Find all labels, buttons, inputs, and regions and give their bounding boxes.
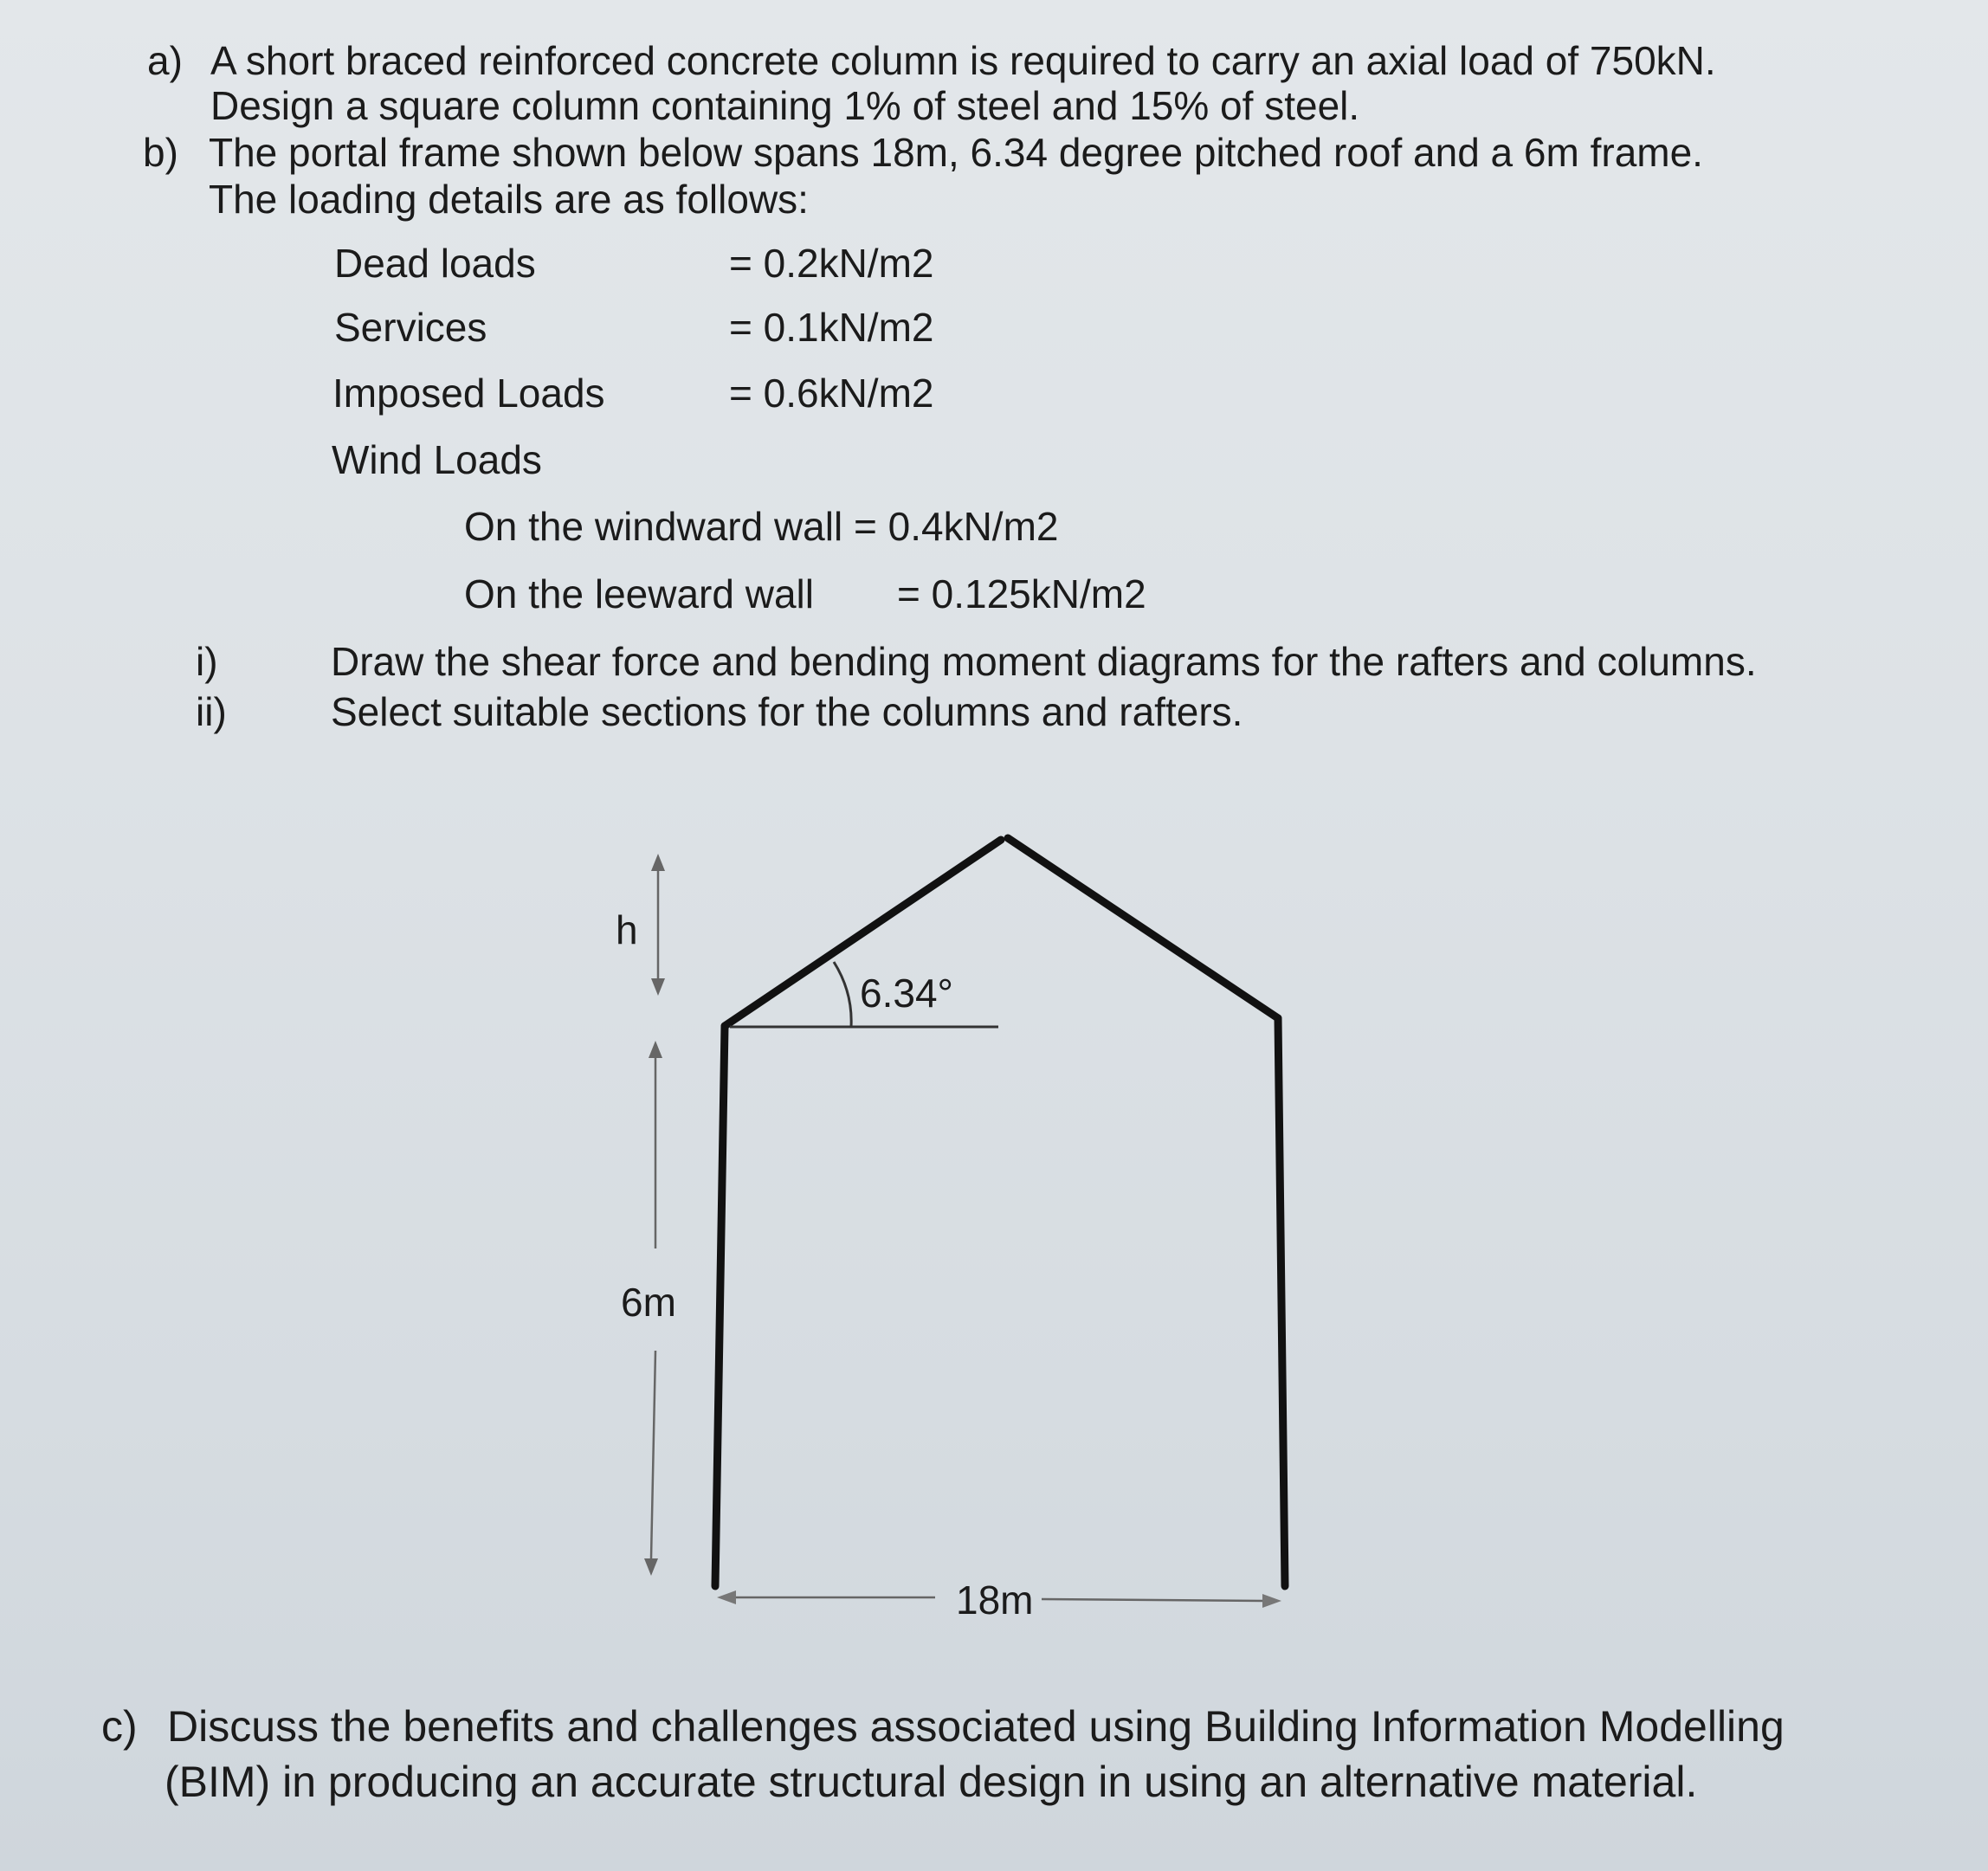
wind-leeward-value: = 0.125kN/m2 (897, 571, 1146, 616)
load-value-imposed: = 0.6kN/m2 (729, 371, 934, 416)
angle-label: 6.34° (860, 971, 953, 1016)
height-label: 6m (621, 1280, 676, 1325)
load-label-dead: Dead loads (334, 241, 536, 286)
part-c-line-1: Discuss the benefits and challenges associated using Building Information Modelling (167, 1702, 1785, 1751)
part-b-line-1: The portal frame shown below spans 18m, 6.34 degree pitched roof and a 6m frame. (209, 130, 1703, 175)
task-ii-marker: ii) (196, 689, 227, 734)
part-a-marker: a) (147, 38, 183, 83)
h-arrow-down (651, 978, 665, 996)
span-arrow-right (1262, 1594, 1281, 1608)
task-i-text: Draw the shear force and bending moment diagrams for the rafters and columns. (331, 639, 1757, 684)
wind-windward: On the windward wall = 0.4kN/m2 (464, 504, 1059, 549)
part-b-marker: b) (143, 130, 178, 175)
part-a-line-1: A short braced reinforced concrete column is required to carry an axial load of 750kN. (210, 38, 1716, 83)
height-dimension-line-bottom (651, 1351, 655, 1558)
height-arrow-down (644, 1558, 658, 1576)
load-value-services: = 0.1kN/m2 (729, 305, 934, 350)
span-label: 18m (956, 1577, 1034, 1623)
load-label-services: Services (334, 305, 487, 350)
span-dimension-line-right (1042, 1599, 1264, 1601)
load-label-wind: Wind Loads (332, 437, 542, 482)
load-value-dead: = 0.2kN/m2 (729, 241, 934, 286)
task-ii-text: Select suitable sections for the columns and rafters. (331, 689, 1243, 734)
load-label-imposed: Imposed Loads (332, 371, 605, 416)
part-b-line-2: The loading details are as follows: (209, 177, 809, 222)
span-arrow-left (717, 1590, 736, 1604)
wind-leeward-label: On the leeward wall (464, 571, 814, 616)
part-c-marker: c) (101, 1702, 138, 1751)
height-arrow-up (649, 1041, 662, 1058)
right-column (1278, 1018, 1285, 1586)
task-i-marker: i) (196, 639, 218, 684)
angle-arc (834, 962, 851, 1027)
part-a-line-2: Design a square column containing 1% of steel and 15% of steel. (210, 83, 1360, 128)
right-rafter (1008, 838, 1278, 1018)
h-label: h (616, 907, 638, 952)
h-arrow-up (651, 854, 665, 871)
left-column (715, 1026, 725, 1586)
part-c-line-2: (BIM) in producing an accurate structural design in using an alternative material. (165, 1758, 1698, 1806)
